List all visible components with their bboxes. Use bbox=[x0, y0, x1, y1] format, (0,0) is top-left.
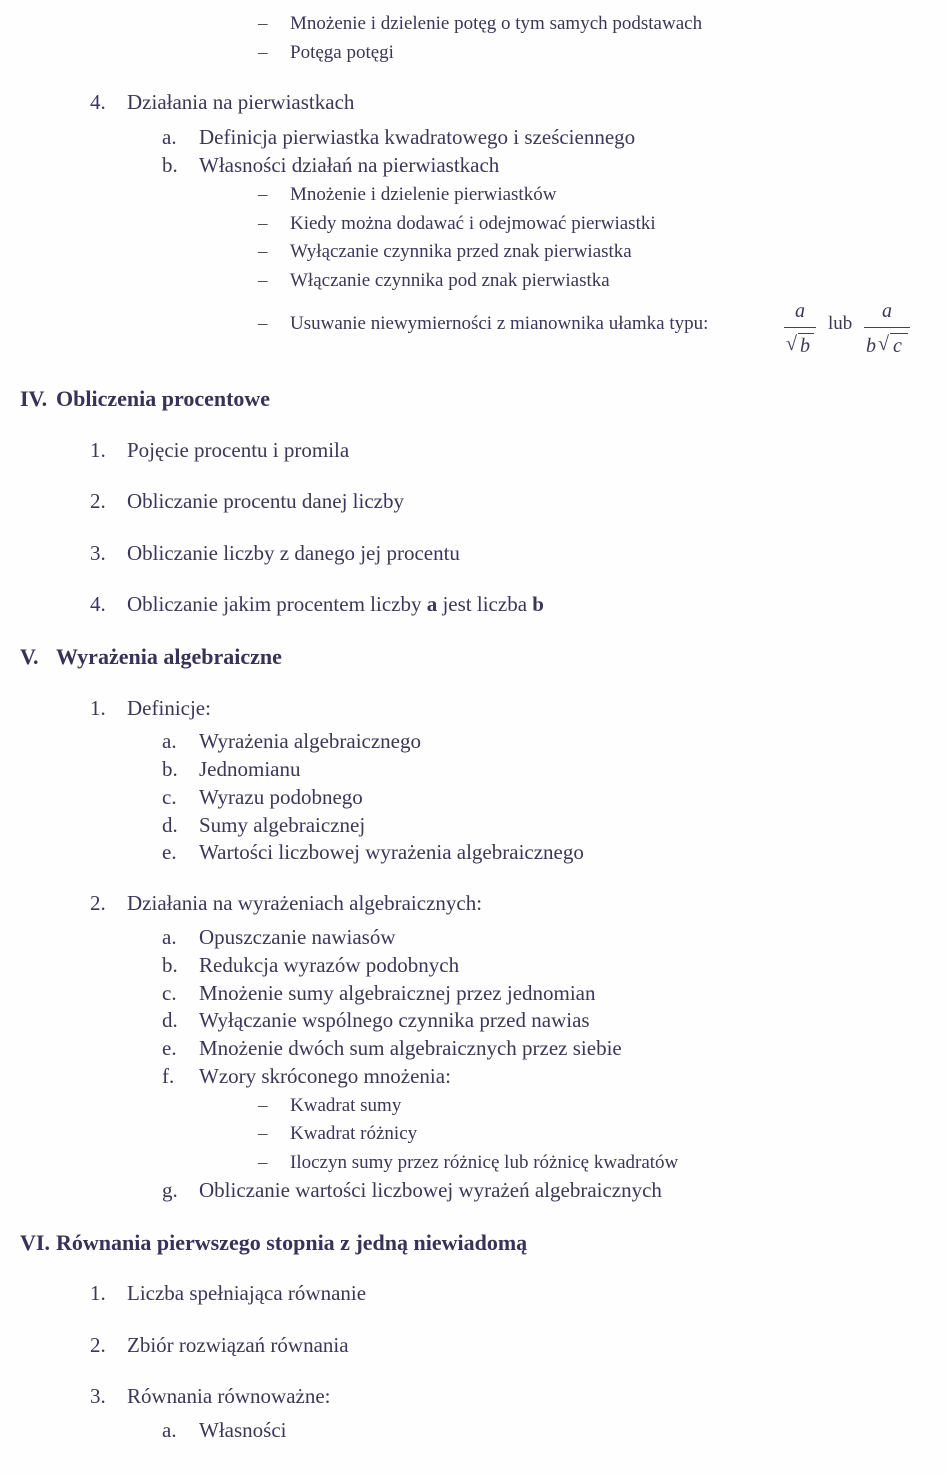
bullet-item bbox=[258, 1123, 418, 1144]
sub-item-letter: b. bbox=[162, 153, 178, 177]
sub-item bbox=[162, 813, 366, 837]
section-heading bbox=[20, 1230, 528, 1255]
sub-item bbox=[162, 953, 460, 977]
sub-item-text: Własności działań na pierwiastkach bbox=[199, 153, 500, 177]
item-number: 4. bbox=[90, 90, 106, 114]
bullet-text: Mnożenie i dzielenie pierwiastków bbox=[290, 184, 557, 205]
sqrt-sign: √ bbox=[786, 333, 797, 355]
sub-item-text: Jednomianu bbox=[199, 757, 301, 781]
section-title: Równania pierwszego stopnia z jedną niewiadomą bbox=[56, 1230, 528, 1255]
bullet-item bbox=[258, 13, 703, 34]
bullet-text: Wyłączanie czynnika przed znak pierwiastka bbox=[290, 241, 632, 262]
sub-item bbox=[162, 925, 396, 949]
item-text: Zbiór rozwiązań równania bbox=[127, 1333, 349, 1357]
bold-variable-a: a bbox=[426, 592, 438, 616]
sub-item-letter: a. bbox=[162, 1418, 177, 1442]
dash-marker: – bbox=[258, 1152, 268, 1173]
sub-item bbox=[162, 785, 363, 809]
bullet-item bbox=[258, 1152, 679, 1173]
sub-item-text: Mnożenie sumy algebraicznej przez jednomian bbox=[199, 981, 596, 1005]
sub-item-letter: g. bbox=[162, 1178, 178, 1202]
sub-item-letter: b. bbox=[162, 757, 178, 781]
dash-marker: – bbox=[258, 313, 268, 334]
sqrt-vinculum bbox=[798, 333, 814, 334]
sub-item-text: Redukcja wyrazów podobnych bbox=[199, 953, 460, 977]
item-text: Działania na wyrażeniach algebraicznych: bbox=[127, 891, 483, 915]
item-number: 1. bbox=[90, 1281, 106, 1305]
bullet-text: Kiedy można dodawać i odejmować pierwiastki bbox=[290, 213, 656, 234]
item-text: Obliczanie procentu danej liczby bbox=[127, 489, 404, 513]
sub-item-letter: c. bbox=[162, 785, 177, 809]
sub-item bbox=[162, 125, 636, 149]
sub-item-letter: e. bbox=[162, 1036, 177, 1060]
item-text: Liczba spełniająca równanie bbox=[127, 1281, 367, 1305]
section-heading bbox=[20, 644, 282, 669]
sub-item bbox=[162, 757, 301, 781]
dash-marker: – bbox=[258, 241, 268, 262]
sub-item-text: Wyrażenia algebraicznego bbox=[199, 729, 422, 753]
sub-item-letter: d. bbox=[162, 813, 178, 837]
sub-item bbox=[162, 729, 422, 753]
sqrt-sign: √ bbox=[878, 333, 889, 355]
sub-item-text: Wzory skróconego mnożenia: bbox=[199, 1064, 451, 1088]
list-item bbox=[90, 438, 350, 462]
fraction-a-over-sqrt-b bbox=[782, 300, 818, 360]
item-text-part: jest liczba bbox=[442, 592, 528, 616]
fraction-bar bbox=[864, 327, 910, 328]
bullet-text: Usuwanie niewymierności z mianownika ułamka typu: bbox=[290, 313, 709, 334]
sub-item-text: Wyrazu podobnego bbox=[199, 785, 363, 809]
sqrt-vinculum bbox=[890, 333, 908, 334]
item-text: Równania równoważne: bbox=[127, 1384, 331, 1408]
item-text: Pojęcie procentu i promila bbox=[127, 438, 350, 462]
item-text: Definicje: bbox=[127, 696, 211, 720]
section-title: Wyrażenia algebraiczne bbox=[56, 644, 282, 669]
list-item bbox=[90, 90, 355, 114]
lub-word: lub bbox=[828, 313, 853, 334]
sub-item-text: Mnożenie dwóch sum algebraicznych przez siebie bbox=[199, 1036, 622, 1060]
fraction-denominator: b bbox=[800, 335, 810, 357]
dash-marker: – bbox=[258, 184, 268, 205]
bullet-text: Włączanie czynnika pod znak pierwiastka bbox=[290, 270, 610, 291]
sub-item bbox=[162, 840, 584, 864]
sub-item bbox=[162, 1418, 287, 1442]
list-item bbox=[90, 1333, 349, 1357]
section-roman: IV. bbox=[20, 386, 48, 411]
list-item bbox=[90, 696, 211, 720]
sub-item-letter: f. bbox=[162, 1064, 175, 1088]
sub-item bbox=[162, 1178, 662, 1202]
fraction-numerator: a bbox=[795, 300, 805, 322]
bullet-item bbox=[258, 241, 632, 262]
item-number: 2. bbox=[90, 489, 106, 513]
dash-marker: – bbox=[258, 270, 268, 291]
bullet-item bbox=[258, 213, 656, 234]
dash-marker: – bbox=[258, 1095, 268, 1116]
bold-variable-b: b bbox=[532, 592, 544, 616]
sub-item bbox=[162, 1064, 451, 1088]
section-roman: VI. bbox=[20, 1230, 50, 1255]
bullet-text: Iloczyn sumy przez różnicę lub różnicę kwadratów bbox=[290, 1152, 679, 1173]
section-heading bbox=[20, 386, 271, 411]
item-number: 2. bbox=[90, 891, 106, 915]
item-number: 4. bbox=[90, 592, 106, 616]
sub-item-text: Wyłączanie wspólnego czynnika przed nawias bbox=[199, 1008, 590, 1032]
sub-item-letter: d. bbox=[162, 1008, 178, 1032]
sub-item-text: Własności bbox=[199, 1418, 287, 1442]
section-roman: V. bbox=[20, 644, 39, 669]
sub-item-letter: a. bbox=[162, 925, 177, 949]
item-number: 2. bbox=[90, 1333, 106, 1357]
list-item bbox=[90, 891, 483, 915]
bullet-item bbox=[258, 42, 394, 63]
bullet-text: Kwadrat różnicy bbox=[290, 1123, 418, 1144]
fraction-denominator-b: b bbox=[866, 335, 876, 357]
dash-marker: – bbox=[258, 1123, 268, 1144]
item-text-part: Obliczanie jakim procentem liczby bbox=[127, 592, 422, 616]
list-item bbox=[90, 1384, 331, 1408]
item-text: Obliczanie liczby z danego jej procentu bbox=[127, 541, 460, 565]
bullet-text: Kwadrat sumy bbox=[290, 1095, 402, 1116]
sub-item-text: Obliczanie wartości liczbowej wyrażeń algebraicznych bbox=[199, 1178, 662, 1202]
sub-item bbox=[162, 1008, 590, 1032]
dash-marker: – bbox=[258, 42, 268, 63]
bullet-item bbox=[258, 313, 709, 334]
list-item bbox=[90, 489, 404, 513]
sub-item-text: Wartości liczbowej wyrażenia algebraicznego bbox=[199, 840, 584, 864]
sub-item-letter: a. bbox=[162, 729, 177, 753]
bullet-item bbox=[258, 1095, 402, 1116]
sub-item-text: Opuszczanie nawiasów bbox=[199, 925, 396, 949]
fraction-a-over-b-sqrt-c bbox=[862, 300, 912, 360]
item-number: 3. bbox=[90, 541, 106, 565]
sub-item-letter: a. bbox=[162, 125, 177, 149]
sub-item bbox=[162, 981, 596, 1005]
sub-item-letter: c. bbox=[162, 981, 177, 1005]
list-item bbox=[90, 1281, 367, 1305]
bullet-text: Mnożenie i dzielenie potęg o tym samych podstawach bbox=[290, 13, 703, 34]
section-title: Obliczenia procentowe bbox=[56, 386, 271, 411]
item-number: 3. bbox=[90, 1384, 106, 1408]
dash-marker: – bbox=[258, 13, 268, 34]
bullet-text: Potęga potęgi bbox=[290, 42, 394, 63]
list-item bbox=[90, 592, 544, 616]
sub-item-text: Sumy algebraicznej bbox=[199, 813, 366, 837]
item-text bbox=[127, 594, 544, 615]
item-number: 1. bbox=[90, 696, 106, 720]
fraction-denominator-c: c bbox=[893, 335, 902, 357]
item-number: 1. bbox=[90, 438, 106, 462]
dash-marker: – bbox=[258, 213, 268, 234]
sub-item-text: Definicja pierwiastka kwadratowego i sześciennego bbox=[199, 125, 636, 149]
fraction-bar bbox=[784, 327, 816, 328]
list-item bbox=[90, 541, 460, 565]
item-text: Działania na pierwiastkach bbox=[127, 90, 355, 114]
sub-item bbox=[162, 1036, 622, 1060]
sub-item-letter: e. bbox=[162, 840, 177, 864]
fraction-numerator: a bbox=[882, 300, 892, 322]
bullet-item bbox=[258, 270, 610, 291]
sub-item bbox=[162, 153, 500, 177]
bullet-item bbox=[258, 184, 557, 205]
sub-item-letter: b. bbox=[162, 953, 178, 977]
